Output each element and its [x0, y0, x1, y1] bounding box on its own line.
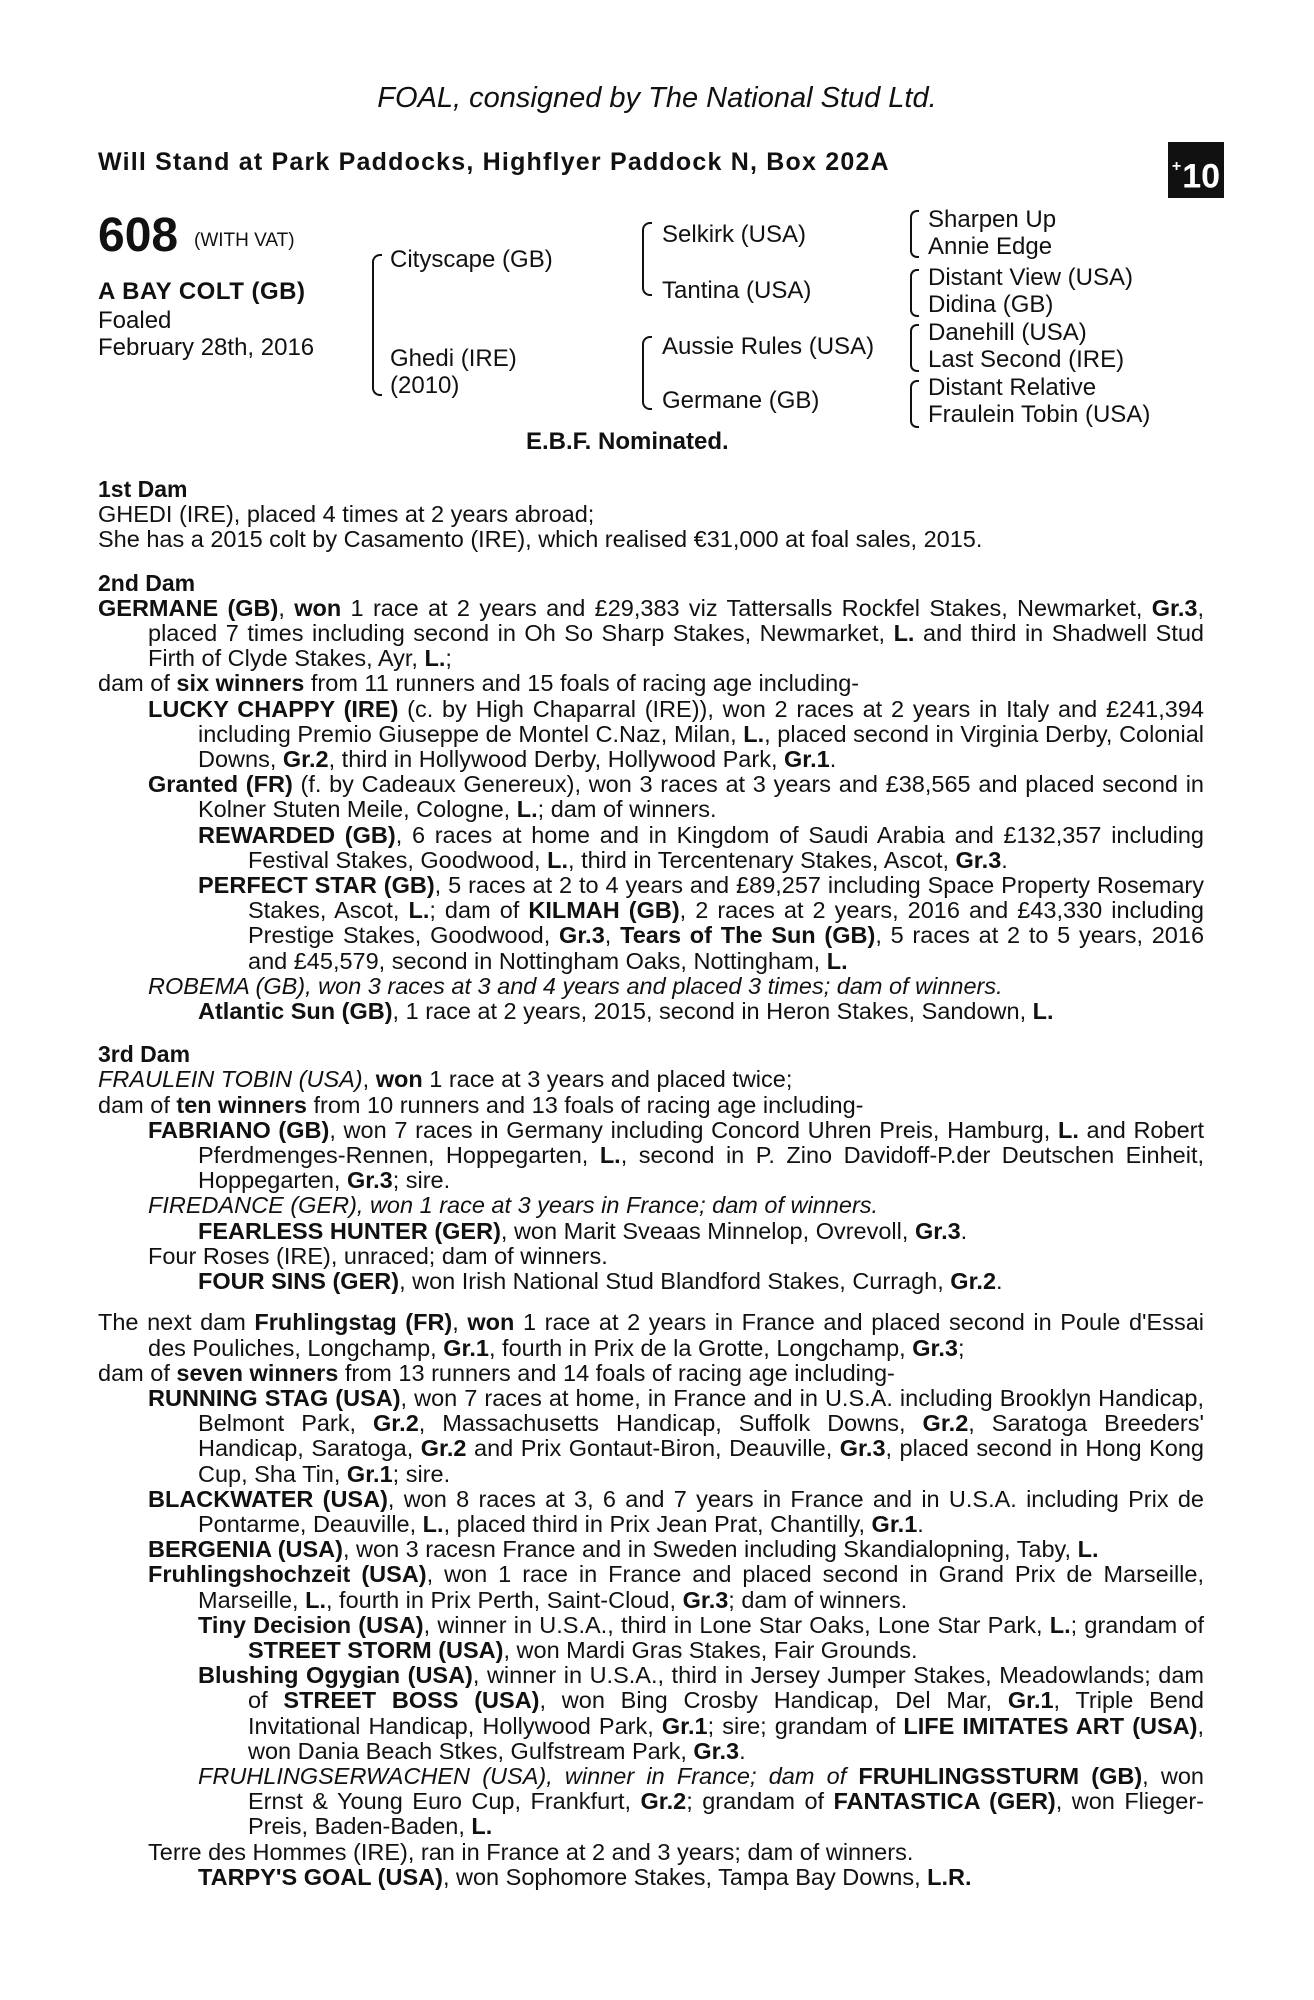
- pedigree-g2: Annie Edge: [928, 233, 1053, 260]
- pedigree-dam-sire: Aussie Rules (USA): [662, 333, 875, 360]
- ebf-nominated: E.B.F. Nominated.: [526, 428, 729, 455]
- consignment-line: FOAL, consigned by The National Stud Ltd.: [377, 82, 937, 114]
- running-stag-entry: RUNNING STAG (USA), won 7 races at home, in France and in U.S.A. including Brooklyn Handicap, Belmont Park, Gr.2, Massachusetts Handicap, Suffolk Downs, Gr.2, Saratoga Breeders' Handicap, Saratoga, Gr.2 and Prix Gontaut-Biron, Deauville, Gr.3, placed second in Hong Kong Cup, Sha Tin, Gr.1; sire.: [148, 1384, 1204, 1487]
- stand-location: Will Stand at Park Paddocks, Highflyer Paddock N, Box 202A: [98, 148, 890, 176]
- fraulein-entry: FRAULEIN TOBIN (USA), won 1 race at 3 years and placed twice;: [98, 1066, 793, 1093]
- atlantic-sun-entry: Atlantic Sun (GB), 1 race at 2 years, 2015, second in Heron Stakes, Sandown, L.: [198, 998, 1054, 1025]
- pedigree-brace-2: [642, 222, 652, 296]
- pedigree-brace-6: [910, 324, 919, 372]
- pedigree-sire: Cityscape (GB): [390, 246, 553, 273]
- pedigree-g1: Sharpen Up: [928, 206, 1057, 233]
- third-dam-heading: 3rd Dam: [98, 1041, 191, 1068]
- perfect-star-entry: PERFECT STAR (GB), 5 races at 2 to 4 years and £89,257 including Space Property Rosemary Stakes, Ascot, L.; dam of KILMAH (GB), 2 races at 2 years, 2016 and £43,330 including Prestige Stakes, Goodwood, Gr.3, Tears of The Sun (GB), 5 races at 2 to 5 years, 2016 and £45,579, second in Nottingham Oaks, Nottingham, L.: [198, 872, 1205, 974]
- fraulein-produce-summary: dam of ten winners from 10 runners and 13 foals of racing age including-: [98, 1091, 864, 1118]
- pedigree-dam-year: (2010): [390, 372, 460, 399]
- pedigree-brace-1: [372, 254, 382, 396]
- ten-plus-badge: [1168, 142, 1224, 198]
- pedigree-g8: Fraulein Tobin (USA): [928, 401, 1151, 428]
- bergenia-entry: BERGENIA (USA), won 3 racesn France and in Sweden including Skandialopning, Taby, L.: [148, 1536, 1099, 1563]
- pedigree-brace-3: [642, 336, 652, 410]
- germane-entry: GERMANE (GB), won 1 race at 2 years and £29,383 viz Tattersalls Rockfel Stakes, Newmarket, Gr.3, placed 7 times including second in Oh So Sharp Stakes, Newmarket, L. and third in Shadwell Stud Firth of Clyde Stakes, Ayr, L.;: [98, 594, 1205, 672]
- pedigree-brace-4: [910, 210, 919, 258]
- germane-produce-summary: dam of six winners from 11 runners and 15 foals of racing age including-: [98, 670, 860, 697]
- badge-number: 10: [1182, 157, 1221, 196]
- first-dam-line1: GHEDI (IRE), placed 4 times at 2 years abroad;: [98, 501, 595, 528]
- catalogue-body: [98, 477, 1204, 1890]
- first-dam-heading: 1st Dam: [98, 476, 188, 502]
- pedigree-sire-dam: Tantina (USA): [662, 277, 812, 304]
- lot-number: 608: [98, 209, 179, 262]
- four-roses-entry: Four Roses (IRE), unraced; dam of winners.: [148, 1242, 608, 1269]
- pedigree-g7: Distant Relative: [928, 374, 1097, 401]
- rewarded-entry: REWARDED (GB), 6 races at home and in Kingdom of Saudi Arabia and £132,357 including Festival Stakes, Goodwood, L., third in Tercentenary Stakes, Ascot, Gr.3.: [198, 821, 1204, 873]
- lot-description: A BAY COLT (GB): [98, 278, 306, 305]
- badge-plus: +: [1171, 158, 1182, 175]
- robema-entry: ROBEMA (GB), won 3 races at 3 and 4 years and placed 3 times; dam of winners.: [148, 972, 1003, 999]
- fabriano-entry: FABRIANO (GB), won 7 races in Germany including Concord Uhren Preis, Hamburg, L. and Robert Pferdmenges-Rennen, Hoppegarten, L., second in P. Zino Davidoff-P.der Deutschen Einheit, Hoppegarten, Gr.3; sire.: [148, 1116, 1205, 1194]
- foaled-date: February 28th, 2016: [98, 334, 315, 361]
- pedigree-dam: Ghedi (IRE): [390, 345, 517, 372]
- pedigree-brace-7: [910, 380, 919, 428]
- lucky-chappy-entry: LUCKY CHAPPY (IRE) (c. by High Chaparral (IRE)), won 2 races at 2 years in Italy and £241,394 including Premio Giuseppe de Montel C.Naz, Milan, L., placed second in Virginia Derby, Colonial Downs, Gr.2, third in Hollywood Derby, Hollywood Park, Gr.1.: [148, 695, 1204, 773]
- foaled-label: Foaled: [98, 307, 172, 334]
- granted-entry: Granted (FR) (f. by Cadeaux Genereux), won 3 races at 3 years and £38,565 and placed second in Kolner Stuten Meile, Cologne, L.; dam of winners.: [148, 771, 1204, 823]
- fruhlingshochzeit-entry: Fruhlingshochzeit (USA), won 1 race in France and placed second in Grand Prix de Marseille, Marseille, L., fourth in Prix Perth, Saint-Cloud, Gr.3; dam of winners.: [148, 1561, 1205, 1613]
- pedigree-g4: Didina (GB): [928, 291, 1054, 318]
- pedigree-sire-sire: Selkirk (USA): [662, 221, 807, 248]
- fearless-hunter-entry: FEARLESS HUNTER (GER), won Marit Sveaas Minnelop, Ovrevoll, Gr.3.: [198, 1217, 968, 1244]
- pedigree-g3: Distant View (USA): [928, 264, 1133, 291]
- tarpys-goal-entry: TARPY'S GOAL (USA), won Sophomore Stakes, Tampa Bay Downs, L.R.: [198, 1863, 972, 1890]
- blushing-ogygian-entry: Blushing Ogygian (USA), winner in U.S.A., third in Jersey Jumper Stakes, Meadowlands; dam of STREET BOSS (USA), won Bing Crosby Handicap, Del Mar, Gr.1, Triple Bend Invitational Handicap, Hollywood Park, Gr.1; sire; grandam of LIFE IMITATES ART (USA), won Dania Beach Stkes, Gulfstream Park, Gr.3.: [198, 1662, 1205, 1764]
- next-dam-entry: The next dam Fruhlingstag (FR), won 1 race at 2 years in France and placed second in Poule d'Essai des Pouliches, Longchamp, Gr.1, fourth in Prix de la Grotte, Longchamp, Gr.3;: [98, 1309, 1204, 1361]
- terre-des-hommes-entry: Terre des Hommes (IRE), ran in France at 2 and 3 years; dam of winners.: [148, 1838, 914, 1865]
- pedigree-dam-dam: Germane (GB): [662, 387, 820, 414]
- fruhlingserwachen-entry: FRUHLINGSERWACHEN (USA), winner in France; dam of FRUHLINGSSTURM (GB), won Ernst & Young Euro Cup, Frankfurt, Gr.2; grandam of FANTASTICA (GER), won Flieger-Preis, Baden-Baden, L.: [198, 1762, 1204, 1840]
- vat-note: (WITH VAT): [194, 230, 295, 251]
- firedance-entry: FIREDANCE (GER), won 1 race at 3 years in France; dam of winners.: [148, 1192, 879, 1219]
- pedigree-g5: Danehill (USA): [928, 319, 1087, 346]
- first-dam-line2: She has a 2015 colt by Casamento (IRE), which realised €31,000 at foal sales, 2015.: [98, 526, 983, 553]
- second-dam-heading: 2nd Dam: [98, 569, 196, 596]
- four-sins-entry: FOUR SINS (GER), won Irish National Stud Blandford Stakes, Curragh, Gr.2.: [198, 1268, 1003, 1295]
- next-dam-produce-summary: dam of seven winners from 13 runners and 14 foals of racing age including-: [98, 1359, 895, 1386]
- pedigree-g6: Last Second (IRE): [928, 346, 1125, 373]
- tiny-decision-entry: Tiny Decision (USA), winner in U.S.A., third in Lone Star Oaks, Lone Star Park, L.; grandam of STREET STORM (USA), won Mardi Gras Stakes, Fair Grounds.: [198, 1611, 1204, 1663]
- pedigree-brace-5: [910, 269, 919, 317]
- blackwater-entry: BLACKWATER (USA), won 8 races at 3, 6 and 7 years in France and in U.S.A. including Prix de Pontarme, Deauville, L., placed third in Prix Jean Prat, Chantilly, Gr.1.: [148, 1485, 1204, 1537]
